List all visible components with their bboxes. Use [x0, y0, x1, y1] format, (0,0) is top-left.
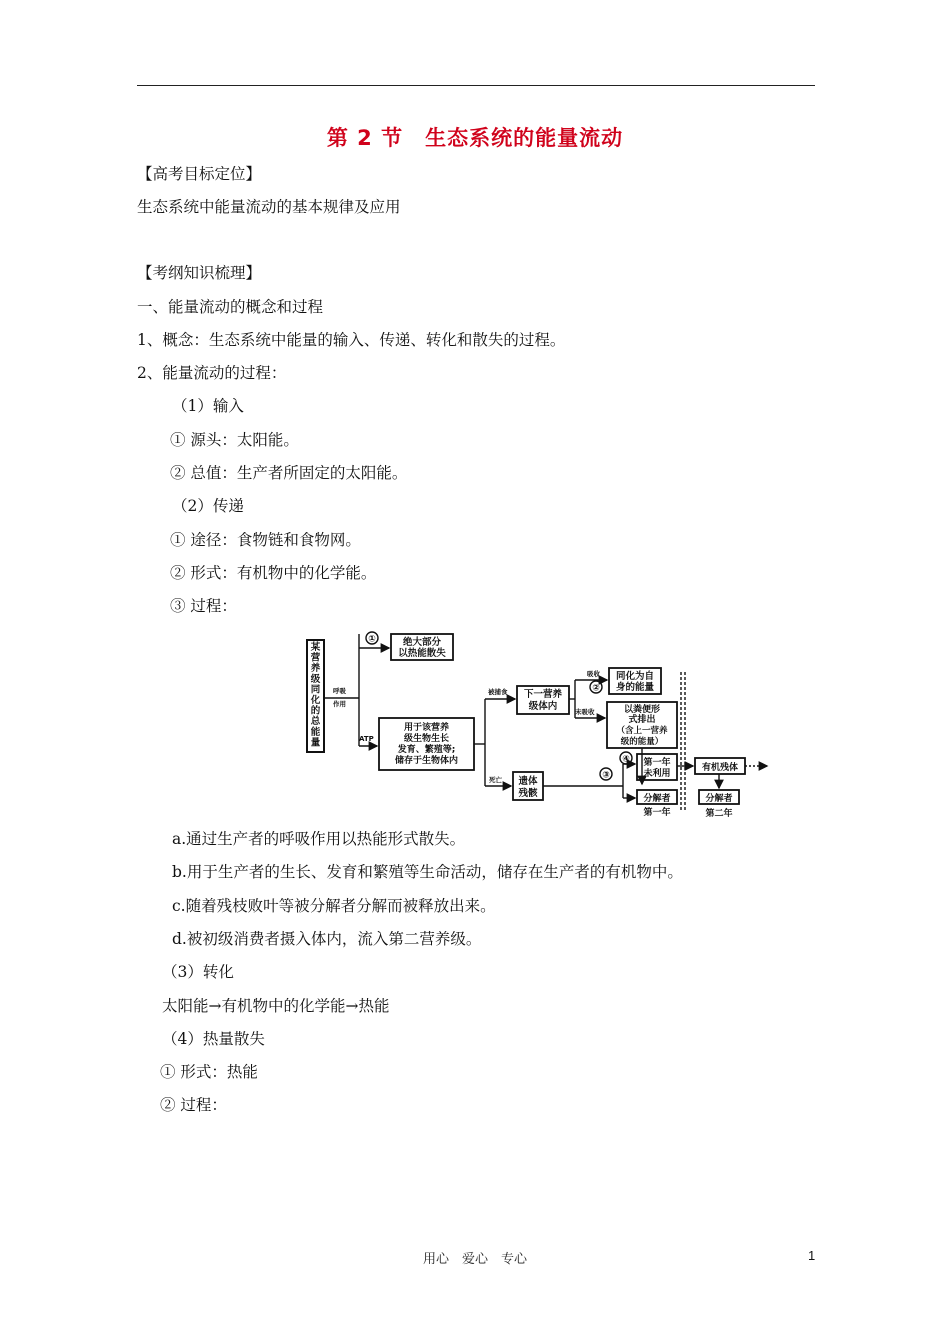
left-box-char: 营 [310, 652, 321, 664]
feces-box-line-1: 以粪便形 [623, 705, 661, 715]
note-c: c.随着残枝败叶等被分解者分解而被释放出来。 [172, 897, 496, 915]
label-year-2: 第二年 [705, 809, 733, 819]
label-year-1: 第一年 [643, 808, 671, 818]
note-d: d.被初级消费者摄入体内，流入第二营养级。 [172, 930, 482, 948]
loss-item-1: ① 形式：热能 [160, 1063, 258, 1081]
concept-line: 1、概念：生态系统中能量的输入、传递、转化和散失的过程。 [137, 331, 566, 349]
note-b: b.用于生产者的生长、发育和繁殖等生命活动，储存在生产者的有机物中。 [172, 863, 683, 881]
label-unabsorbed: 未吸收 [575, 708, 595, 716]
assim-box-line-2: 身的能量 [615, 682, 655, 693]
label-absorbed: 吸收 [587, 670, 600, 678]
heat-box-line-1: 绝大部分 [402, 637, 442, 648]
input-heading: （1）输入 [172, 397, 244, 415]
left-box-char: 总 [310, 716, 321, 728]
transfer-item-3: ③ 过程： [170, 597, 237, 615]
organic-remains-text: 有机残体 [701, 763, 739, 773]
growth-box-line-2: 级生物生长 [403, 734, 450, 744]
feces-box-line-2: 式排出 [628, 715, 656, 725]
header-rule [137, 85, 815, 86]
convert-text: 太阳能→有机物中的化学能→热能 [162, 997, 390, 1015]
remains-box-line-2: 残骸 [518, 788, 538, 799]
knowledge-heading: 【考纲知识梳理】 [137, 264, 262, 282]
next-box-line-1: 下一营养 [523, 689, 563, 700]
transfer-item-2: ② 形式：有机物中的化学能。 [170, 564, 377, 582]
decomposer-1-text: 分解者 [643, 794, 671, 804]
label-death: 死亡 [489, 776, 502, 784]
left-box-char: 养 [310, 663, 321, 675]
loss-heading: （4）热量散失 [162, 1030, 265, 1048]
left-box-char: 某 [310, 642, 321, 653]
next-box-line-2: 级体内 [528, 701, 558, 712]
label-atp: ATP [359, 735, 374, 743]
transfer-item-1: ① 途径：食物链和食物网。 [170, 531, 361, 549]
decomposer-2-text: 分解者 [705, 794, 733, 804]
unused-box-line-2: 未利用 [643, 769, 671, 779]
left-box-char: 的 [310, 705, 321, 717]
feces-box-line-3: （含上一营养 [616, 726, 668, 736]
section-1: 一、能量流动的概念和过程 [137, 298, 324, 316]
circle-1: ① [368, 634, 376, 645]
remains-box-line-1: 遗体 [518, 776, 538, 787]
process-line: 2、能量流动的过程： [137, 364, 287, 382]
left-box-char: 化 [310, 695, 321, 706]
label-respiration-2: 作用 [333, 700, 346, 708]
heat-box-line-2: 以热能散失 [398, 648, 446, 659]
left-box-char: 能 [310, 726, 321, 738]
growth-box-line-1: 用于该营养 [403, 723, 450, 733]
input-item-2: ② 总值：生产者所固定的太阳能。 [170, 464, 408, 482]
circle-2: ② [592, 683, 600, 694]
energy-flow-diagram [305, 626, 775, 822]
left-box-char: 量 [310, 737, 321, 749]
assim-box-line-1: 同化为自 [615, 671, 655, 682]
goal-heading: 【高考目标定位】 [137, 165, 262, 183]
growth-box-line-4: 储存于生物体内 [394, 756, 459, 766]
goal-text: 生态系统中能量流动的基本规律及应用 [137, 198, 401, 216]
left-box-char: 级 [310, 673, 321, 685]
note-a: a.通过生产者的呼吸作用以热能形式散失。 [172, 830, 466, 848]
convert-heading: （3）转化 [162, 963, 234, 981]
loss-item-2: ② 过程： [160, 1096, 227, 1114]
label-respiration-1: 呼吸 [333, 687, 346, 695]
growth-box-line-3: 发育、繁殖等; [397, 745, 456, 755]
label-eaten: 被捕食 [488, 688, 508, 696]
footer-text: 用心 爱心 专心 [422, 1252, 527, 1267]
circle-4: ④ [622, 754, 630, 765]
page-number: 1 [808, 1248, 816, 1263]
circle-3: ③ [602, 770, 610, 781]
left-box-char: 同 [310, 684, 321, 696]
transfer-heading: （2）传递 [172, 497, 244, 515]
page-title: 第 2 节 生态系统的能量流动 [326, 126, 624, 150]
unused-box-line-1: 第一年 [643, 758, 671, 768]
feces-box-line-4: 级的能量） [620, 737, 664, 747]
left-box-text [310, 641, 321, 748]
input-item-1: ① 源头：太阳能。 [170, 431, 299, 449]
